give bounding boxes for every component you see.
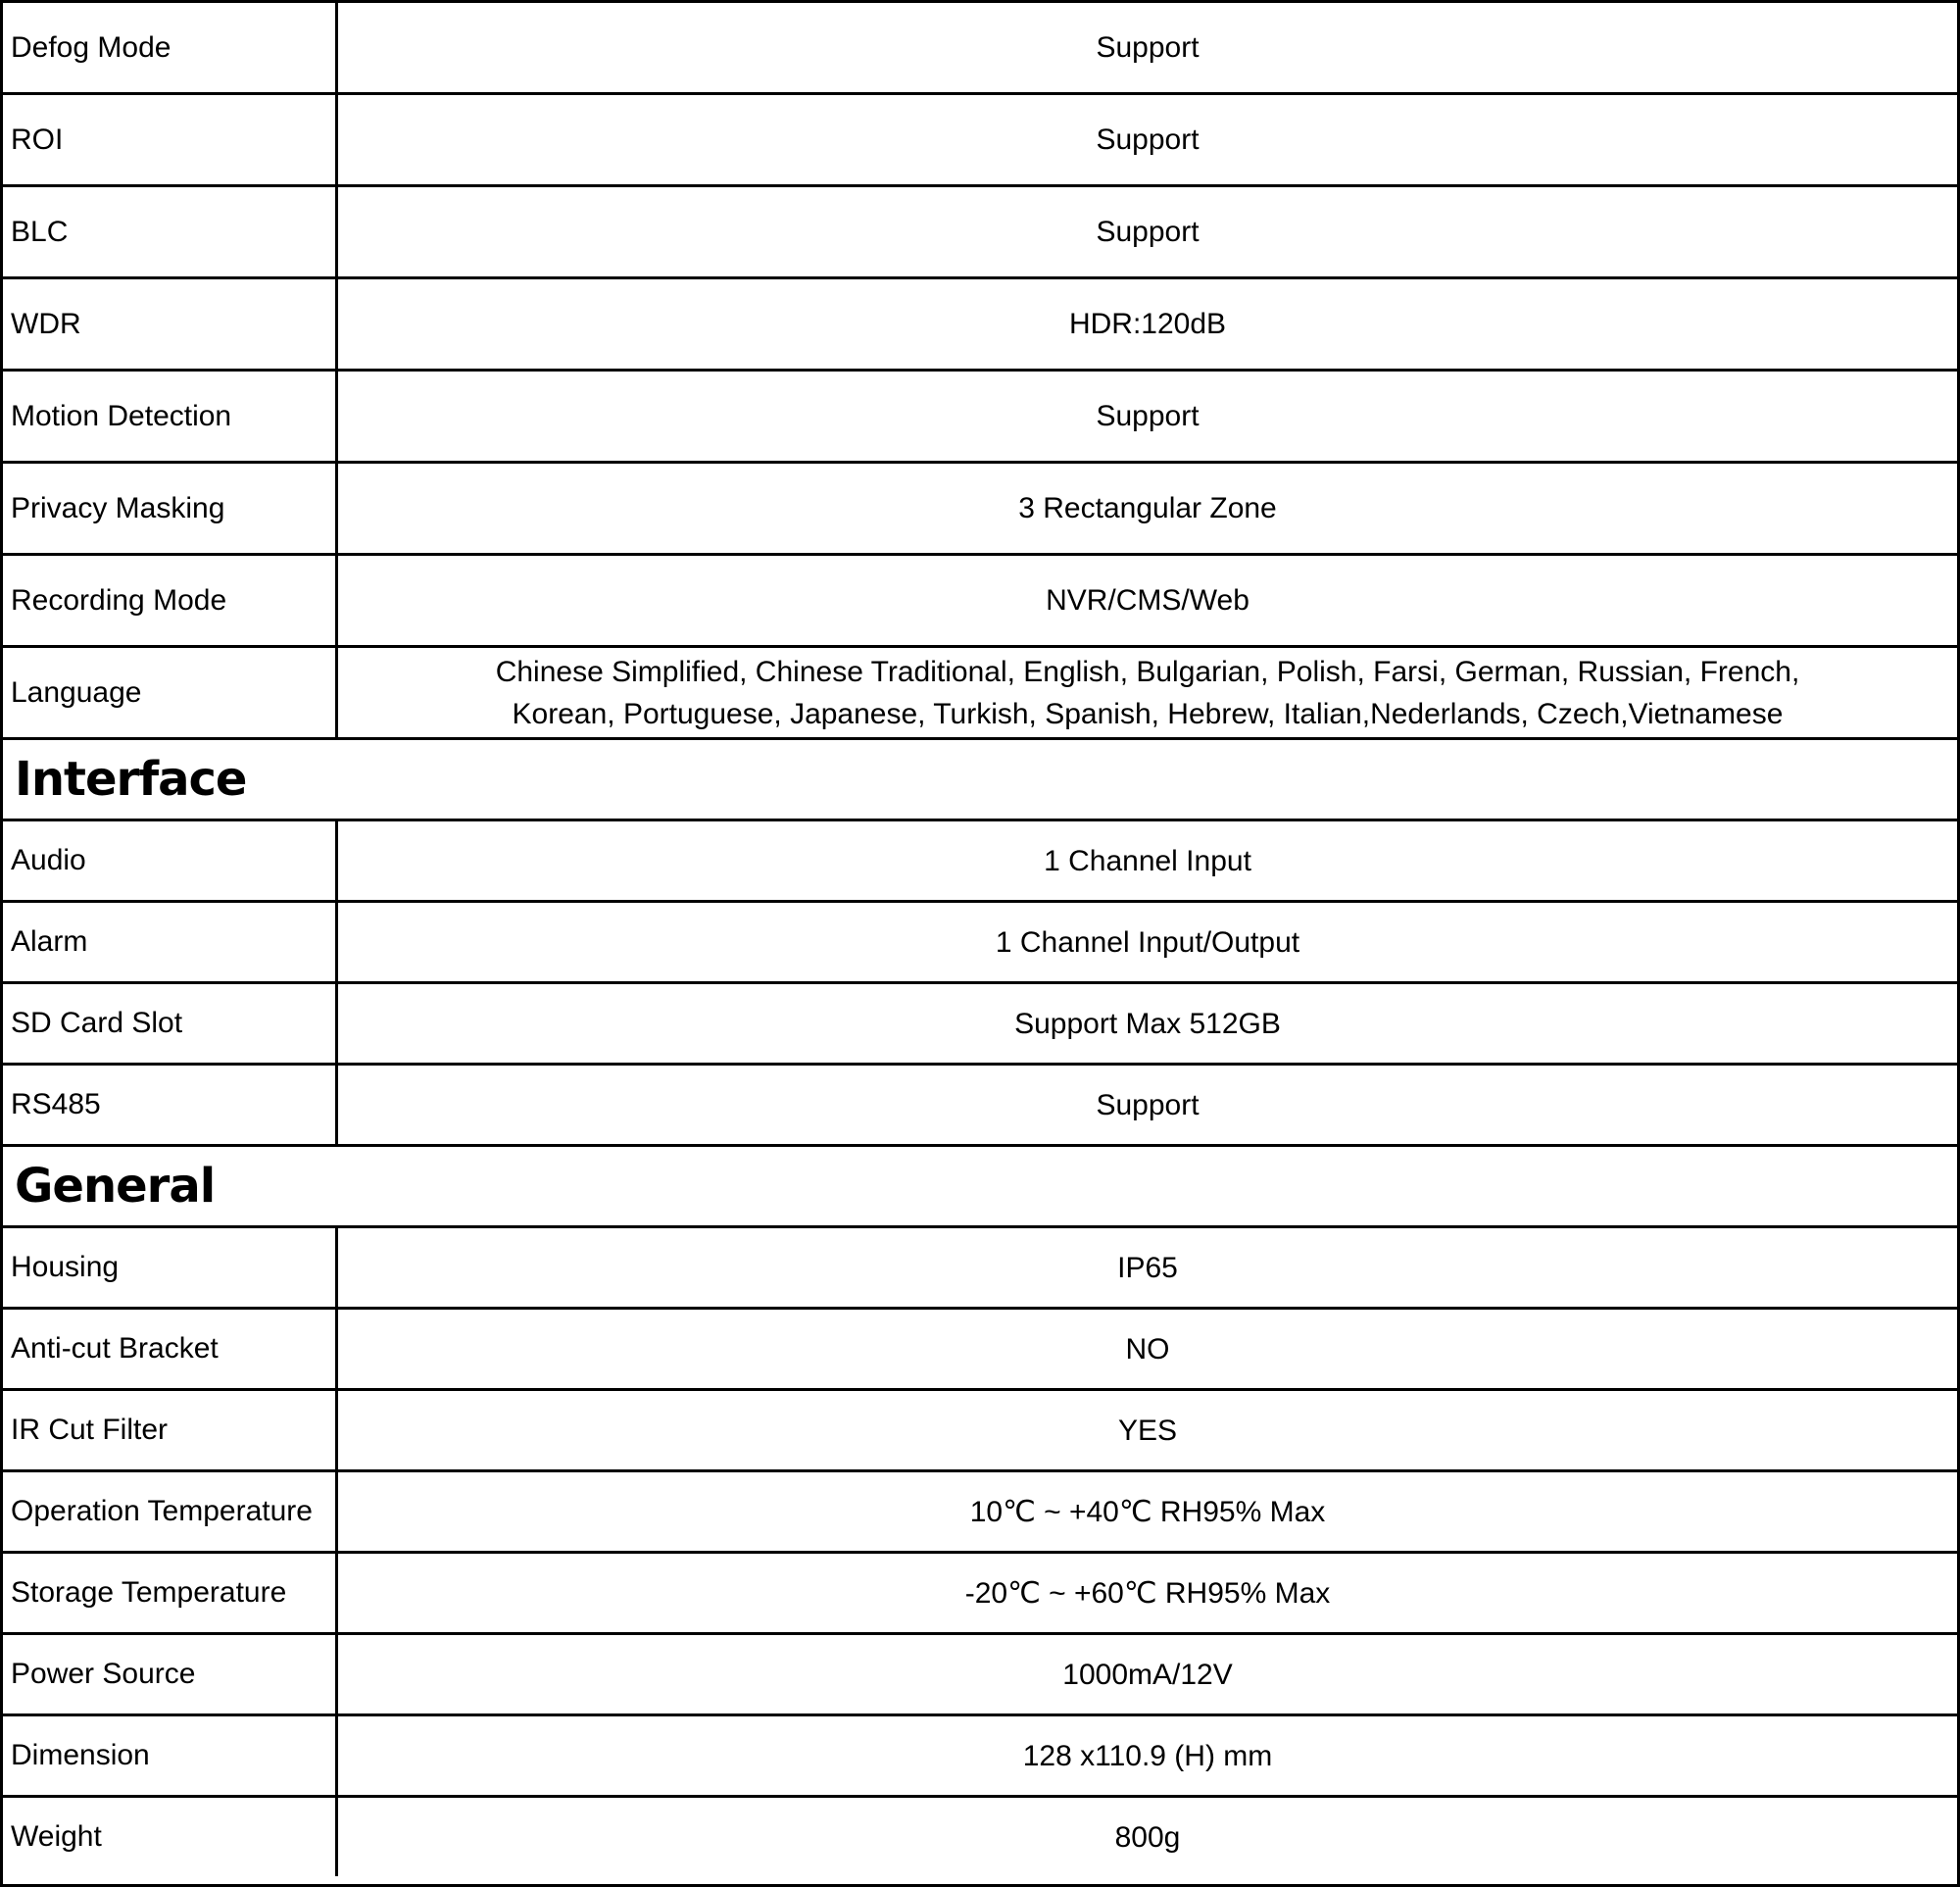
- spec-label: Audio: [3, 821, 338, 900]
- spec-row-sd-card-slot: [3, 981, 1957, 1063]
- spec-label: ROI: [3, 95, 338, 184]
- spec-row-anti-cut-bracket: [3, 1307, 1957, 1388]
- section-title: General: [15, 1159, 216, 1214]
- spec-row-storage-temperature: [3, 1551, 1957, 1632]
- spec-value: 1 Channel Input: [1044, 844, 1251, 877]
- spec-label: Alarm: [3, 903, 338, 981]
- spec-value: Support: [1096, 400, 1200, 432]
- spec-row-recording-mode: [3, 553, 1957, 645]
- language-list-line-2: Korean, Portuguese, Japanese, Turkish, Spanish, Hebrew, Italian,Nederlands, Czech,Vietnamese: [512, 697, 1784, 730]
- spec-value: Support: [1096, 216, 1200, 248]
- spec-value: [338, 648, 1957, 737]
- spec-value: 800g: [1114, 1820, 1181, 1854]
- section-title: Interface: [15, 752, 247, 807]
- spec-value: 3 Rectangular Zone: [1018, 492, 1277, 524]
- spec-row-motion-detection: [3, 369, 1957, 461]
- spec-label: IR Cut Filter: [3, 1391, 338, 1469]
- spec-row-defog-mode: [3, 0, 1957, 92]
- spec-value: Support: [1096, 1088, 1200, 1121]
- spec-row-blc: [3, 184, 1957, 276]
- section-header-general: [3, 1144, 1957, 1225]
- spec-value: 128 x110.9 (H) mm: [1022, 1739, 1273, 1772]
- spec-label: Storage Temperature: [3, 1554, 338, 1632]
- spec-label: BLC: [3, 187, 338, 276]
- spec-value: 1 Channel Input/Output: [995, 925, 1300, 959]
- spec-label: WDR: [3, 279, 338, 369]
- spec-label: Dimension: [3, 1716, 338, 1795]
- spec-value: NO: [1125, 1332, 1170, 1366]
- spec-row-weight: [3, 1795, 1957, 1876]
- spec-value: HDR:120dB: [1068, 308, 1227, 340]
- spec-value: NVR/CMS/Web: [1046, 584, 1250, 617]
- spec-row-housing: [3, 1225, 1957, 1307]
- spec-value: IP65: [1117, 1251, 1178, 1284]
- spec-label: Privacy Masking: [3, 464, 338, 553]
- spec-label: Motion Detection: [3, 372, 338, 461]
- spec-row-privacy-masking: [3, 461, 1957, 553]
- spec-row-wdr: [3, 276, 1957, 369]
- spec-value: YES: [1117, 1414, 1178, 1447]
- spec-row-dimension: [3, 1713, 1957, 1795]
- spec-value: Support: [1096, 124, 1200, 156]
- spec-label: Defog Mode: [3, 3, 338, 92]
- spec-value: 1000mA/12V: [1062, 1658, 1233, 1691]
- spec-row-operation-temperature: [3, 1469, 1957, 1551]
- spec-label: Weight: [3, 1798, 338, 1876]
- spec-label: SD Card Slot: [3, 984, 338, 1063]
- spec-label: Housing: [3, 1228, 338, 1307]
- spec-value: Support Max 512GB: [1014, 1007, 1281, 1040]
- spec-label: Operation Temperature: [3, 1472, 338, 1551]
- spec-value: 10℃ ~ +40℃ RH95% Max: [969, 1495, 1326, 1528]
- language-list-line-1: Chinese Simplified, Chinese Traditional, English, Bulgarian, Polish, Farsi, German, Russian, French,: [495, 655, 1800, 688]
- spec-row-rs485: [3, 1063, 1957, 1144]
- spec-value: Support: [1096, 31, 1200, 64]
- spec-label: Anti-cut Bracket: [3, 1310, 338, 1388]
- spec-label: Power Source: [3, 1635, 338, 1713]
- spec-row-language: [3, 645, 1957, 737]
- spec-label: Recording Mode: [3, 556, 338, 645]
- spec-row-alarm: [3, 900, 1957, 981]
- section-header-interface: [3, 737, 1957, 819]
- spec-row-power-source: [3, 1632, 1957, 1713]
- spec-label: Language: [3, 648, 338, 737]
- spec-row-roi: [3, 92, 1957, 184]
- spec-label: RS485: [3, 1066, 338, 1144]
- spec-value: -20℃ ~ +60℃ RH95% Max: [964, 1576, 1331, 1610]
- spec-row-ir-cut-filter: [3, 1388, 1957, 1469]
- spec-row-audio: [3, 819, 1957, 900]
